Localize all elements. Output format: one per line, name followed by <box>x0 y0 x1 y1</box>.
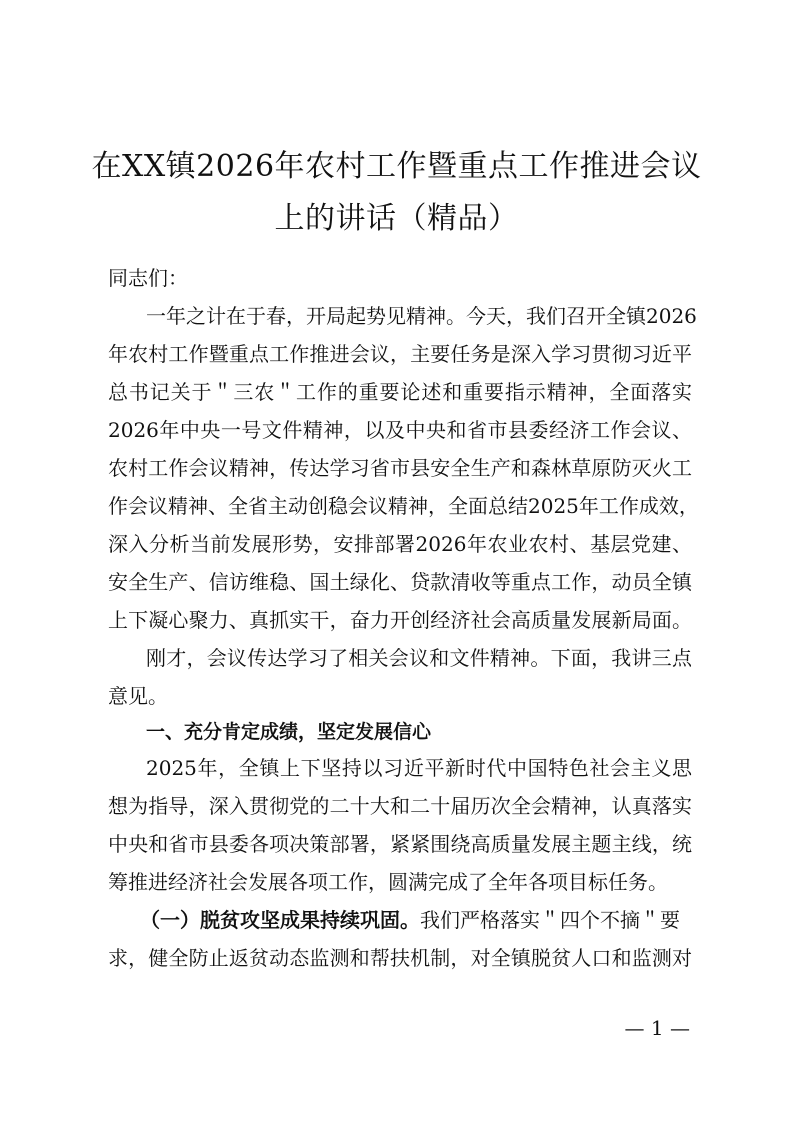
paragraph-1-line-9: 上下凝心聚力、真抓实干，奋力开创经济社会高质量发展新局面。 <box>108 608 692 632</box>
paragraph-4-line-1 <box>140 905 692 935</box>
paragraph-2-line-2: 意见。 <box>108 684 168 708</box>
paragraph-1-line-7: 深入分析当前发展形势，安排部署2026年农业农村、基层党建、 <box>108 532 692 556</box>
paragraph-1-line-4: 2026年中央一号文件精神，以及中央和省市县委经济工作会议、 <box>108 418 692 442</box>
document-title-line-2: 上的讲话（精品） <box>274 201 519 236</box>
paragraph-4-line-2: 求，健全防止返贫动态监测和帮扶机制，对全镇脱贫人口和监测对 <box>108 946 692 970</box>
paragraph-3-line-3: 中央和省市县委各项决策部署，紧紧围绕高质量发展主题主线，统 <box>108 832 692 856</box>
paragraph-3-line-4: 筹推进经济社会发展各项工作，圆满完成了全年各项目标任务。 <box>108 870 668 894</box>
salutation: 同志们： <box>108 266 188 290</box>
paragraph-1-line-2: 年农村工作暨重点工作推进会议，主要任务是深入学习贯彻习近平 <box>108 342 692 366</box>
paragraph-2-line-1: 刚才，会议传达学习了相关会议和文件精神。下面，我讲三点 <box>146 646 692 670</box>
paragraph-1-line-3: 总书记关于＂三农＂工作的重要论述和重要指示精神，全面落实 <box>108 380 692 404</box>
section-1-heading: 一、充分肯定成绩，坚定发展信心 <box>146 721 432 743</box>
subsection-1-heading: （一）脱贫攻坚成果持续巩固。 <box>140 908 420 932</box>
document-title-line-1: 在XX镇2026年农村工作暨重点工作推进会议 <box>91 149 702 184</box>
paragraph-1-line-5: 农村工作会议精神，传达学习省市县安全生产和森林草原防灭火工 <box>108 456 692 480</box>
paragraph-1-line-6: 作会议精神、全省主动创稳会议精神，全面总结2025年工作成效， <box>108 494 699 518</box>
paragraph-1-line-8: 安全生产、信访维稳、国土绿化、贷款清收等重点工作，动员全镇 <box>108 570 692 594</box>
paragraph-1-line-1: 一年之计在于春，开局起势见精神。今天，我们召开全镇2026 <box>146 304 697 328</box>
paragraph-3-line-1: 2025年，全镇上下坚持以习近平新时代中国特色社会主义思 <box>146 756 692 780</box>
paragraph-4-line-1-text: 我们严格落实＂四个不摘＂要 <box>420 908 680 932</box>
paragraph-3-line-2: 想为指导，深入贯彻党的二十大和二十届历次全会精神，认真落实 <box>108 794 692 818</box>
page-number: — 1 — <box>624 1016 690 1040</box>
